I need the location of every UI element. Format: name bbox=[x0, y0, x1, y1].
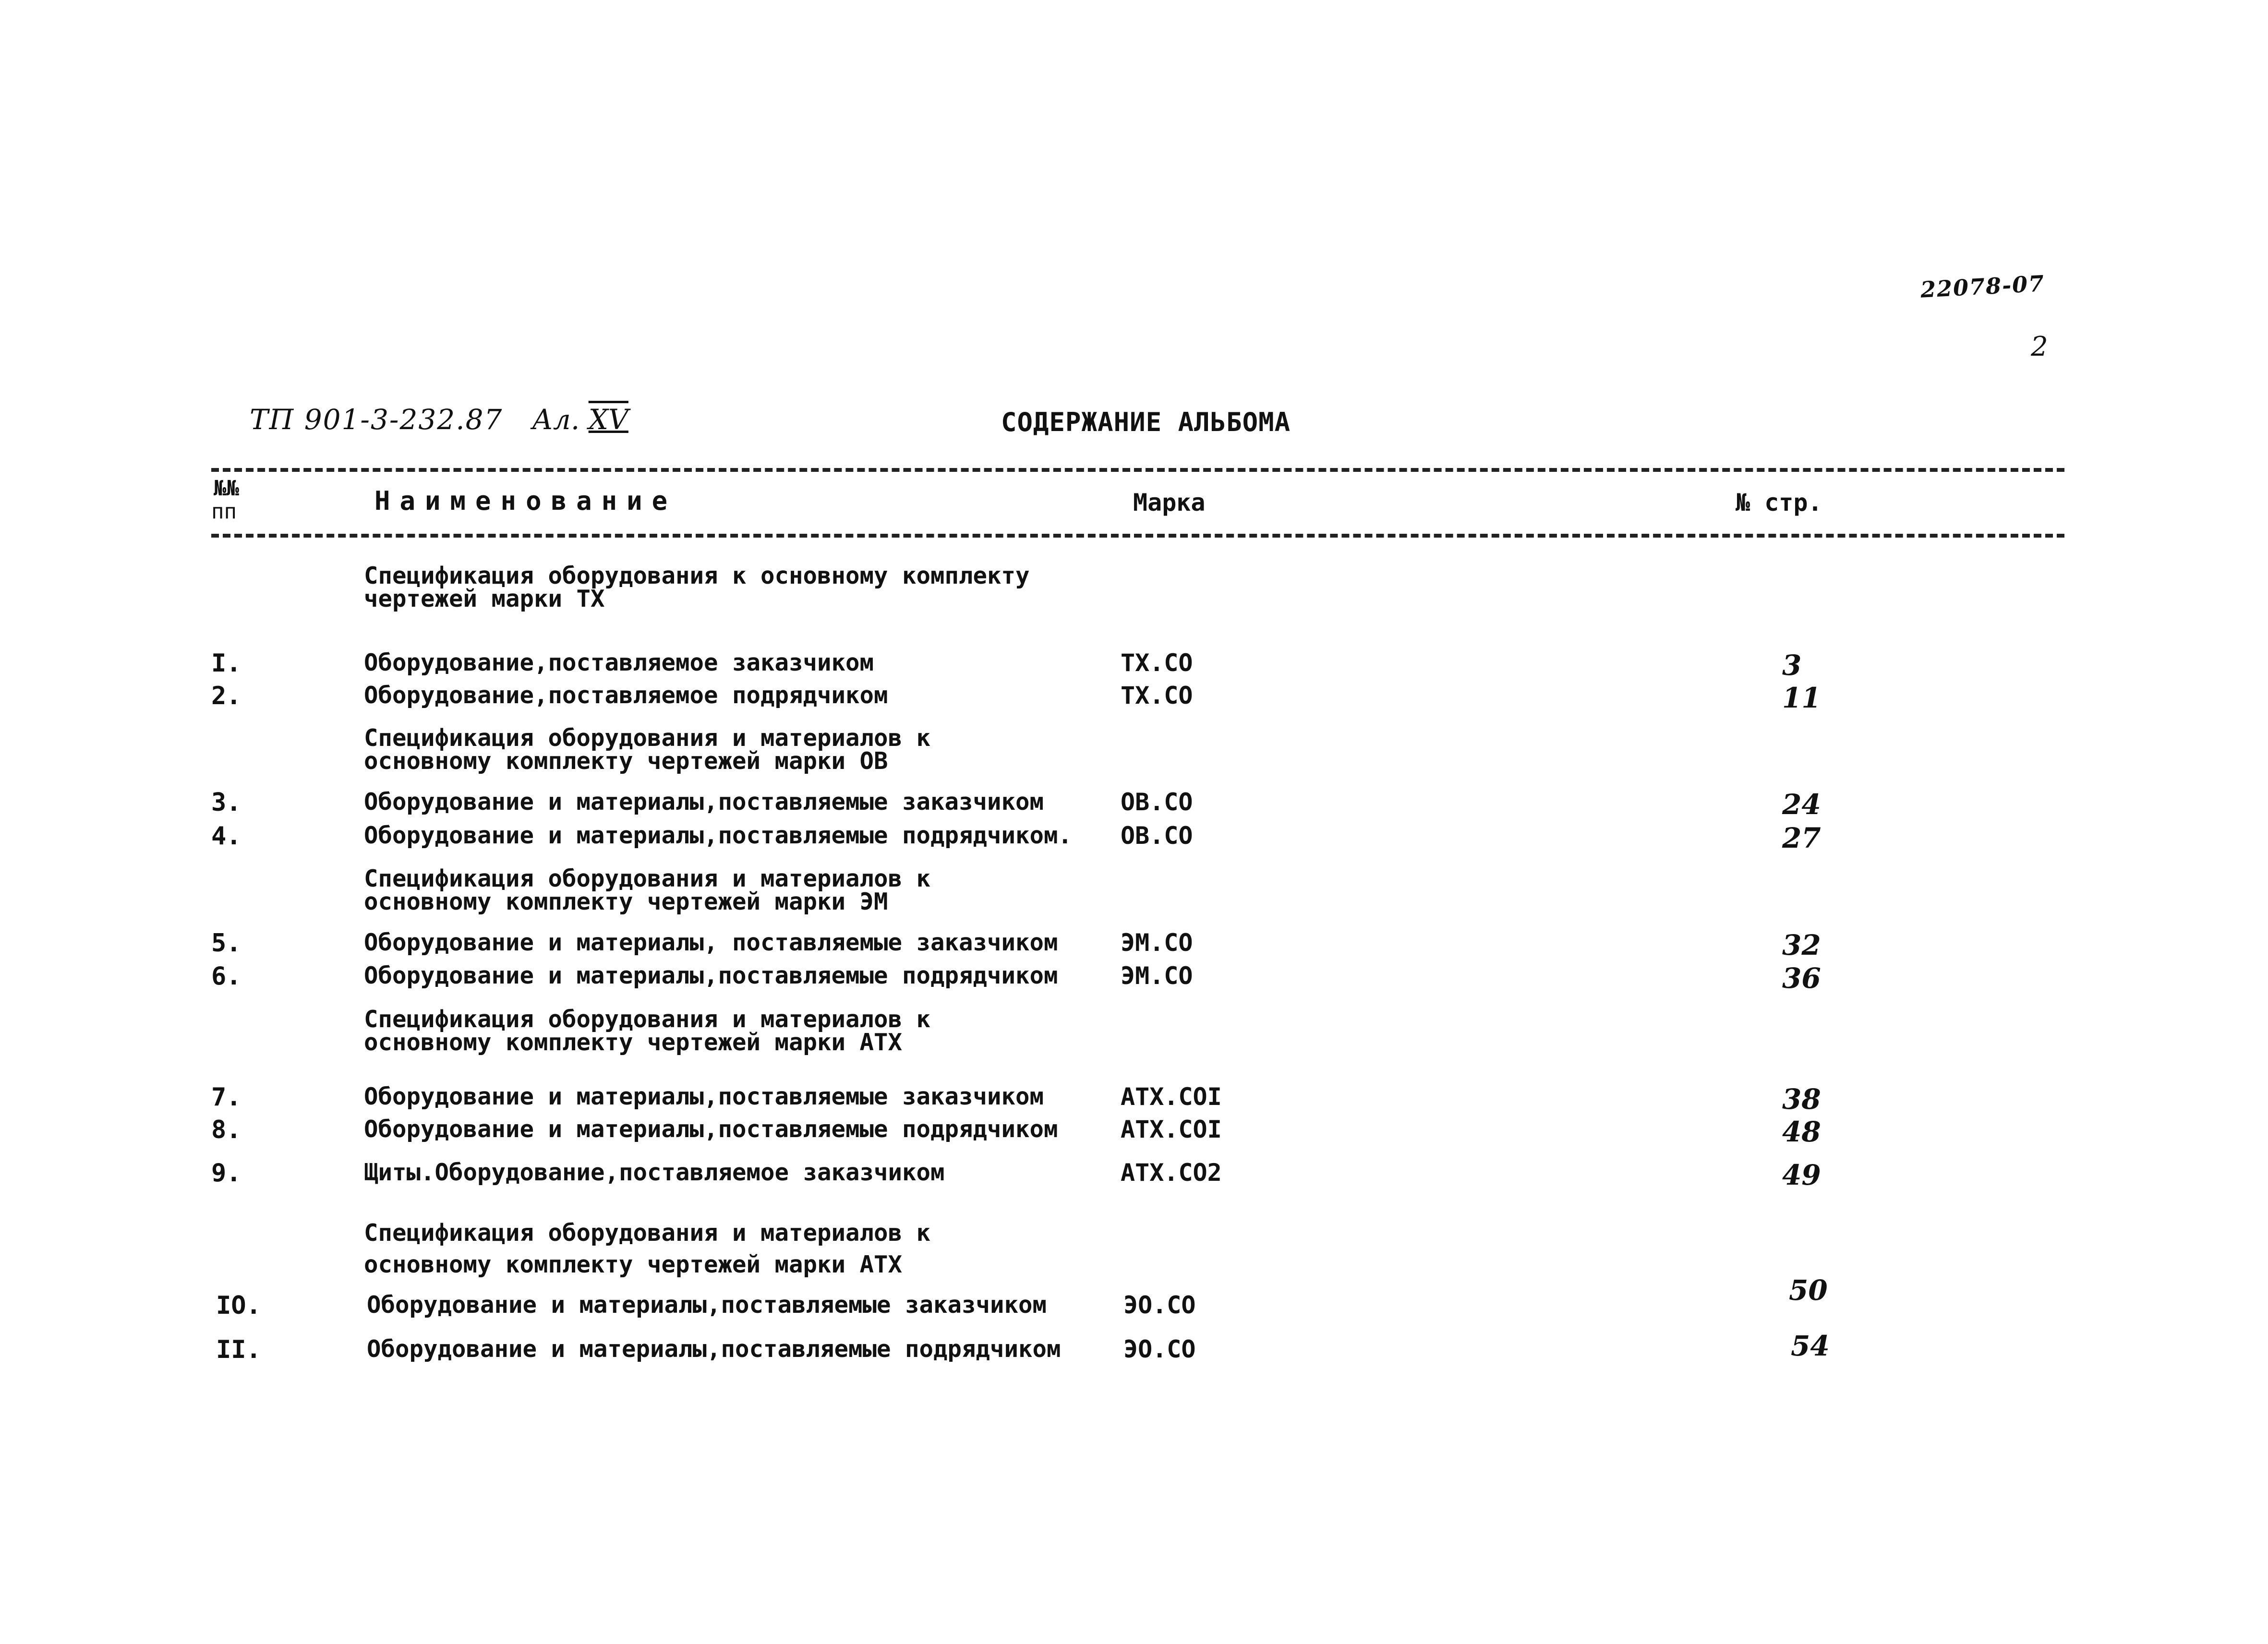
column-header-name: Наименование bbox=[374, 486, 677, 516]
row-page: 3 bbox=[1782, 649, 1802, 682]
section-heading-atx bbox=[364, 1008, 930, 1054]
row-page: 27 bbox=[1782, 822, 1821, 854]
row-number: 2. bbox=[211, 682, 241, 710]
table-row bbox=[0, 822, 2268, 854]
row-page: 36 bbox=[1782, 962, 1821, 995]
row-mark: ОВ.СО bbox=[1121, 788, 1193, 816]
row-mark: ЭО.СО bbox=[1123, 1291, 1196, 1319]
row-page: 48 bbox=[1782, 1116, 1821, 1148]
row-page: 50 bbox=[1789, 1274, 1828, 1307]
table-row bbox=[0, 649, 2268, 682]
row-page: 49 bbox=[1782, 1159, 1821, 1191]
row-mark: ЭО.СО bbox=[1123, 1335, 1196, 1363]
table-row bbox=[0, 929, 2268, 961]
row-mark: АТХ.СО2 bbox=[1121, 1159, 1222, 1187]
row-name: Оборудование и материалы,поставляемые подрядчиком. bbox=[364, 822, 1073, 849]
column-header-page: № стр. bbox=[1736, 489, 1822, 516]
row-page: 54 bbox=[1791, 1330, 1830, 1362]
section-heading-line: чертежей марки ТХ bbox=[364, 585, 605, 612]
section-heading-tx bbox=[364, 564, 1030, 611]
row-page: 11 bbox=[1782, 682, 1821, 714]
section-heading-em bbox=[364, 867, 930, 913]
section-heading-line: основному комплекту чертежей марки ЭМ bbox=[364, 888, 888, 915]
row-name: Щиты.Оборудование,поставляемое заказчиком bbox=[364, 1159, 945, 1186]
table-row bbox=[0, 1116, 2268, 1148]
table-row bbox=[0, 1159, 2268, 1191]
row-number: 8. bbox=[211, 1116, 241, 1144]
album-prefix: Ал. bbox=[532, 403, 580, 436]
section-heading-atx-2 bbox=[364, 1217, 930, 1281]
table-row bbox=[0, 962, 2268, 995]
row-name: Оборудование,поставляемое подрядчиком bbox=[364, 682, 888, 709]
row-page: 38 bbox=[1782, 1083, 1821, 1116]
page-title: СОДЕРЖАНИЕ АЛЬБОМА bbox=[1001, 407, 1291, 437]
section-heading-line: Спецификация оборудования к основному комплекту bbox=[364, 562, 1030, 589]
album-roman-number: XV bbox=[588, 403, 628, 436]
section-heading-line: основному комплекту чертежей марки АТХ bbox=[364, 1029, 903, 1056]
section-heading-ov bbox=[364, 724, 931, 775]
section-heading-line: Спецификация оборудования и материалов к bbox=[364, 1219, 931, 1247]
row-mark: ОВ.СО bbox=[1121, 822, 1193, 850]
row-name: Оборудование и материалы, поставляемые заказчиком bbox=[364, 929, 1058, 956]
row-page: 24 bbox=[1782, 788, 1821, 821]
row-mark: АТХ.COI bbox=[1121, 1083, 1222, 1111]
table-row bbox=[0, 1330, 2268, 1364]
document-code: 22078-07 bbox=[1919, 270, 2046, 303]
table-row bbox=[0, 682, 2268, 714]
table-row bbox=[0, 1083, 2268, 1116]
column-header-mark: Марка bbox=[1133, 489, 1206, 516]
table-row bbox=[0, 788, 2268, 821]
row-name: Оборудование и материалы,поставляемые подрядчиком bbox=[364, 1116, 1058, 1143]
album-reference bbox=[532, 403, 628, 436]
section-heading-line: основному комплекту чертежей марки АТХ bbox=[364, 1251, 903, 1278]
row-number: IO. bbox=[216, 1291, 261, 1320]
row-number: 4. bbox=[211, 822, 241, 851]
table-row bbox=[0, 1274, 2268, 1320]
column-header-number-line2: пп bbox=[211, 499, 237, 524]
row-number: 7. bbox=[211, 1083, 241, 1112]
row-number: I. bbox=[211, 649, 241, 678]
row-name: Оборудование,поставляемое заказчиком bbox=[364, 649, 874, 676]
section-heading-line: Спецификация оборудования и материалов к bbox=[364, 865, 931, 892]
sheet-number: 2 bbox=[2031, 331, 2048, 362]
album-code: ТП 901-3-232.87 bbox=[250, 403, 503, 436]
row-number: 5. bbox=[211, 929, 241, 958]
section-heading-line: основному комплекту чертежей марки ОВ bbox=[364, 747, 888, 775]
row-mark: ЭМ.СО bbox=[1121, 962, 1193, 990]
row-page: 32 bbox=[1782, 929, 1821, 961]
row-name: Оборудование и материалы,поставляемые подрядчиком bbox=[367, 1335, 1061, 1363]
row-name: Оборудование и материалы,поставляемые заказчиком bbox=[364, 1083, 1044, 1110]
row-name: Оборудование и материалы,поставляемые подрядчиком bbox=[364, 962, 1058, 989]
column-header-number-line1: №№ bbox=[214, 476, 239, 501]
row-number: 6. bbox=[211, 962, 241, 991]
row-number: 3. bbox=[211, 788, 241, 817]
row-mark: ЭМ.СО bbox=[1121, 929, 1193, 957]
row-number: 9. bbox=[211, 1159, 241, 1188]
row-name: Оборудование и материалы,поставляемые заказчиком bbox=[367, 1291, 1047, 1319]
row-number: II. bbox=[216, 1335, 261, 1364]
section-heading-line: Спецификация оборудования и материалов к bbox=[364, 724, 931, 752]
row-mark: АТХ.COI bbox=[1121, 1116, 1222, 1143]
section-heading-line: Спецификация оборудования и материалов к bbox=[364, 1006, 931, 1033]
row-name: Оборудование и материалы,поставляемые заказчиком bbox=[364, 788, 1044, 816]
header-bottom-rule bbox=[211, 534, 2064, 538]
header-top-rule bbox=[211, 468, 2064, 472]
row-mark: ТХ.СО bbox=[1121, 649, 1193, 677]
row-mark: ТХ.СО bbox=[1121, 682, 1193, 709]
